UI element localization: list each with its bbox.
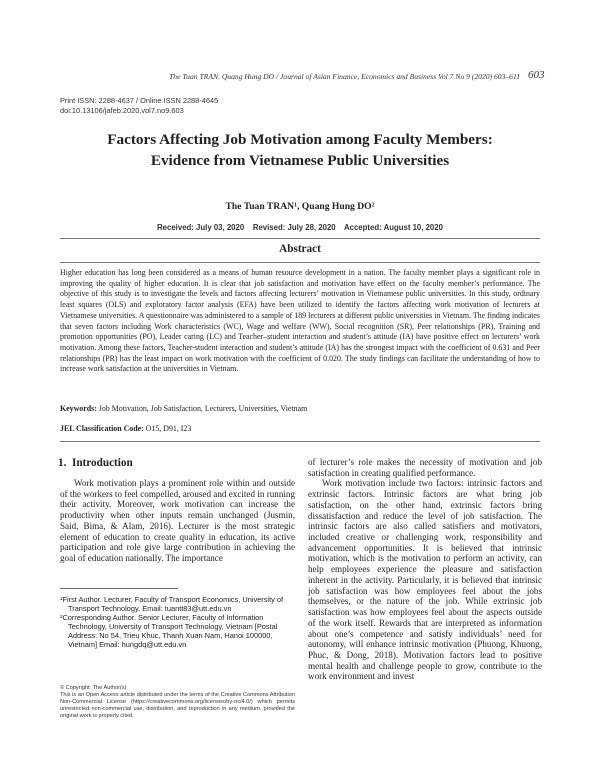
footnote-divider [60,588,178,589]
top-divider [60,238,540,239]
keywords-value: Job Motivation, Job Satisfaction, Lecturers, Universities, Vietnam [96,404,308,413]
page-number: 603 [528,69,545,81]
keywords [60,404,307,413]
abstract-divider [60,262,540,263]
bottom-divider [60,441,540,442]
section-heading-introduction: 1. Introduction [58,457,133,469]
intro-paragraph-right-2: Work motivation include two factors: intrinsic factors and extrinsic factors. Intrinsic factors are what bring job satisfaction, on the other hand, extrinsic factors bring dissatisfaction and reduce the level of job satisfaction. The intrinsic factors are also called satisfiers and motivators, included creative or challenging work, responsibility and advancement opportunities. It is believed that intrinsic motivation, which is the motivation to perform an activity, can help employees experience the pleasure and satisfaction inherent in the activity. Particularly, it is believed that intrinsic job satisfaction was how employees feel about the jobs themselves, or the nature of the job. While extrinsic job satisfaction was how employees feel about the aspects outside of the work itself. Rewards that are interpreted as information about one’s competence and satisfy individuals’ need for autonomy, will enhance intrinsic motivation (Phuong, Khuong, Phuc, & Dong, 2018). Motivation factors lead to positive mental health and challenge people to grow, contribute to the work environment and invest [308,478,542,682]
title-line-1: Factors Affecting Job Motivation among Faculty Members: [107,131,493,148]
license-text: This is an Open Access article distributed under the terms of the Creative Commons Attribution Non-Commercial License (https://creativecommons.org/licenses/by-nc/4.0/) which permits unrestricted non-commercial use, distribution, and reproduction in any medium, provided the original work is properly cited. [60,692,295,719]
right-column [308,457,542,682]
running-head: The Tuan TRAN, Quang Hung DO / Journal of Asian Finance, Economics and Business Vol 7 No 9 (2020) 603–611 [169,72,520,81]
footnotes [60,595,295,649]
copyright-block [60,685,295,720]
abstract-text [60,268,540,375]
keywords-label: Keywords: [60,404,97,413]
title-line-2: Evidence from Vietnamese Public Universities [150,152,450,169]
jel-codes [60,424,191,433]
left-column [60,478,295,564]
authors: The Tuan TRAN¹, Quang Hung DO² [225,201,375,212]
jel-value: O15, D91, I23 [143,424,192,433]
article-dates: Received: July 03, 2020 Revised: July 28, 2020 Accepted: August 10, 2020 [157,223,443,232]
article-title [60,129,540,171]
copyright-line: © Copyright: The Author(s) [60,685,127,691]
intro-paragraph-left: Work motivation plays a prominent role within and outside of the workers to feel compelled, aroused and excited in running their activity. Moreover, work motivation can increase the productivity when other inputs remain unchanged (Jusmin, Said, Bima, & Alam, 2016). Lecturer is the most strategic element of education to create quality in education, its active participation and role give large contribution in achieving the goal of education nationally. The importance [60,478,295,564]
footnote-1: ¹First Author. Lecturer, Faculty of Transport Economics, University of Transport Technology. Email: tuantt83@utt.edu.vn [60,595,284,613]
issn-line: Print ISSN: 2288-4637 / Online ISSN 2288-4645 [60,96,219,105]
abstract-paragraph: Higher education has long been considered as a means of human resource development in a nation. The faculty member plays a significant role in improving the quality of higher education. It is clear that job satisfaction and motivation have effect on the faculty member’s performance. The objective of this study is to investigate the levels and factors affecting lecturers’ motivation in Vietnamese public universities. In this study, ordinary least squares (OLS) and exploratory factor analysis (EFA) have been utilized to identify the factors affecting work motivation of lecturers at Vietnamese universities. A questionnaire was administered to a sample of 189 lecturers at different public universities in Vietnam. The finding indicates that seven factors including Work characteristics (WC), Wage and welfare (WW), Social recognition (SR), Peer relationships (PR), Training and promotion opportunities (PO), Leader caring (LC) and Teacher–student interaction and student’s attitude (IA) have positive effect on lecturers’ work motivation. Among these factors, Teacher-student interaction and student’s attitude (IA) has the strongest impact with the coefficient of 0.631 and Peer relationships (PR) has the least impact on work motivation with the coefficient of 0.020. The study findings can facilitate the understanding of how to increase work satisfaction at the universities in Vietnam. [60,268,540,374]
doi-line: doi:10.13106/jafeb.2020.vol7.no9.603 [60,106,184,115]
footnote-2: ²Corresponding Author. Senior Lecturer, Faculty of Information Technology, University of Transport Technology, Vietnam [Postal Address: No 54, Trieu Khuc, Thanh Xuan Nam, Hanoi 100000, Vietnam] Email: hungdq@utt.edu.vn [60,613,278,649]
intro-paragraph-right-1: of lecturer’s role makes the necessity of motivation and job satisfaction in creating qualified performance. [308,457,542,478]
abstract-heading: Abstract [279,243,321,255]
jel-label: JEL Classification Code: [60,424,144,433]
